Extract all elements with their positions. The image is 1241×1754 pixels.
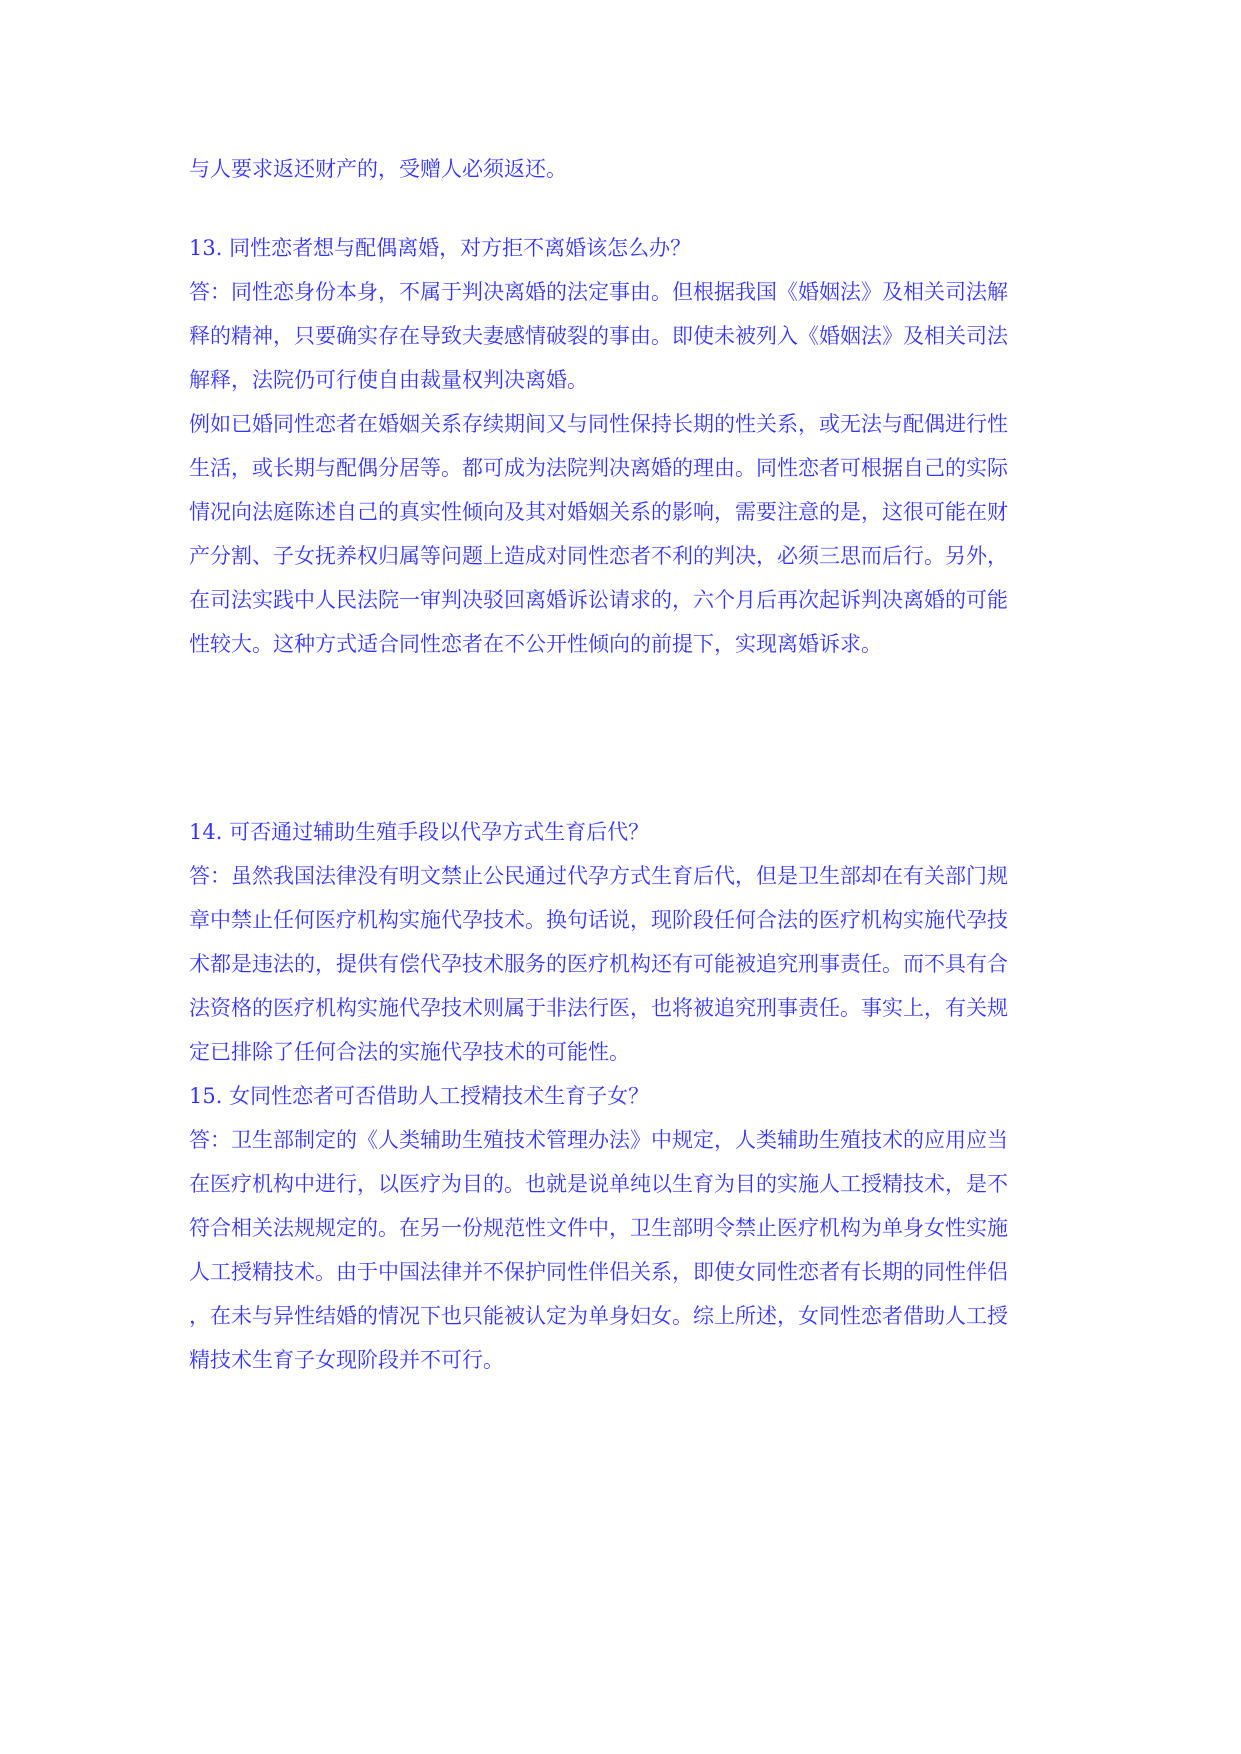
text-line: 术都是违法的，提供有偿代孕技术服务的医疗机构还有可能被追究刑事责任。而不具有合 <box>189 952 1008 976</box>
text-line: 符合相关法规规定的。在另一份规范性文件中，卫生部明令禁止医疗机构为单身女性实施 <box>189 1216 1008 1240</box>
text-line: ，在未与异性结婚的情况下也只能被认定为单身妇女。综上所述，女同性恋者借助人工授 <box>189 1304 1008 1328</box>
question-heading: 15. 女同性恋者可否借助人工授精技术生育子女？ <box>189 1084 650 1108</box>
text-line: 法资格的医疗机构实施代孕技术则属于非法行医，也将被追究刑事责任。事实上，有关规 <box>189 996 1008 1020</box>
text-line: 性较大。这种方式适合同性恋者在不公开性倾向的前提下，实现离婚诉求。 <box>189 632 882 656</box>
text-line: 答：同性恋身份本身，不属于判决离婚的法定事由。但根据我国《婚姻法》及相关司法解 <box>189 280 1008 304</box>
text-line: 答：虽然我国法律没有明文禁止公民通过代孕方式生育后代，但是卫生部却在有关部门规 <box>189 864 1008 888</box>
text-line: 情况向法庭陈述自己的真实性倾向及其对婚姻关系的影响，需要注意的是，这很可能在财 <box>189 500 1008 524</box>
text-line: 答：卫生部制定的《人类辅助生殖技术管理办法》中规定，人类辅助生殖技术的应用应当 <box>189 1128 1008 1152</box>
text-line: 定已排除了任何合法的实施代孕技术的可能性。 <box>189 1040 630 1064</box>
text-line: 解释，法院仍可行使自由裁量权判决离婚。 <box>189 368 588 392</box>
question-heading: 14. 可否通过辅助生殖手段以代孕方式生育后代？ <box>189 820 650 844</box>
text-line: 生活，或长期与配偶分居等。都可成为法院判决离婚的理由。同性恋者可根据自己的实际 <box>189 456 1008 480</box>
text-line: 章中禁止任何医疗机构实施代孕技术。换句话说，现阶段任何合法的医疗机构实施代孕技 <box>189 908 1008 932</box>
text-line: 例如已婚同性恋者在婚姻关系存续期间又与同性保持长期的性关系，或无法与配偶进行性 <box>189 412 1008 436</box>
text-line: 与人要求返还财产的，受赠人必须返还。 <box>189 157 567 181</box>
text-line: 释的精神，只要确实存在导致夫妻感情破裂的事由。即使未被列入《婚姻法》及相关司法 <box>189 324 1008 348</box>
text-line: 产分割、子女抚养权归属等问题上造成对同性恋者不利的判决，必须三思而后行。另外， <box>189 544 1008 568</box>
question-heading: 13. 同性恋者想与配偶离婚，对方拒不离婚该怎么办？ <box>189 236 692 260</box>
text-line: 精技术生育子女现阶段并不可行。 <box>189 1348 504 1372</box>
text-line: 在医疗机构中进行，以医疗为目的。也就是说单纯以生育为目的实施人工授精技术，是不 <box>189 1172 1008 1196</box>
text-line: 在司法实践中人民法院一审判决驳回离婚诉讼请求的，六个月后再次起诉判决离婚的可能 <box>189 588 1008 612</box>
text-line: 人工授精技术。由于中国法律并不保护同性伴侣关系，即使女同性恋者有长期的同性伴侣 <box>189 1260 1008 1284</box>
